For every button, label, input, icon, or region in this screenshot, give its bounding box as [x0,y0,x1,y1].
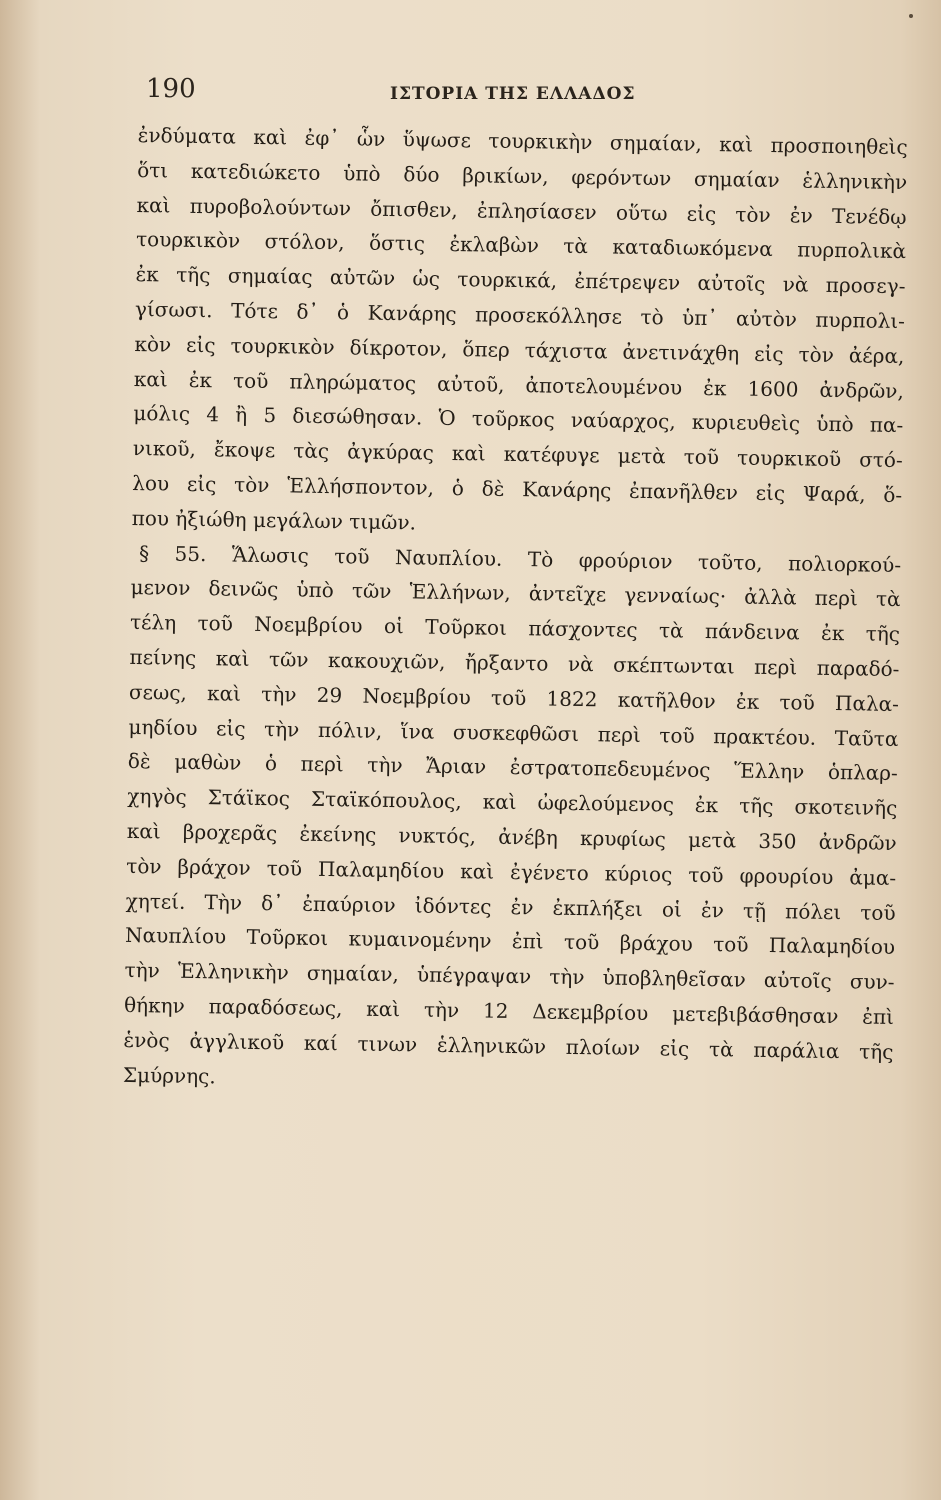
text-line: πείνης καὶ τῶν κακουχιῶν, ἤρξαντο νὰ σκέπτωνται περὶ παραδό- [129,644,900,681]
running-title: ΙΣΤΟΡΙΑ ΤΗΣ ΕΛΛΑΔΟΣ [390,84,636,104]
text-line: δὲ μαθὼν ὁ περὶ τὴν Ἄριαν ἐστρατοπεδευμένος Ἕλλην ὁπλαρ- [127,749,898,786]
ink-speck [909,14,913,18]
text-line: ἑνὸς ἀγγλικοῦ καί τινων ἑλληνικῶν πλοίων εἰς τὰ παράλια τῆς [123,1027,894,1064]
text-line: μηδίου εἰς τὴν πόλιν, ἵνα συσκεφθῶσι περὶ τοῦ πρακτέου. Ταῦτα [128,714,899,751]
page-number: 190 [146,74,196,104]
text-line: χητεί. Τὴν δ᾽ ἐπαύριον ἰδόντες ἐν ἐκπλήξει οἱ ἐν τῇ πόλει τοῦ [125,888,896,925]
text-line: τὴν Ἑλληνικὴν σημαίαν, ὑπέγραψαν τὴν ὑποβληθεῖσαν αὐτοῖς συν- [124,958,895,995]
page-header [140,70,900,110]
text-line: χηγὸς Στάϊκος Σταϊκόπουλος, καὶ ὠφελούμενος ἐκ τῆς σκοτεινῆς [127,784,898,821]
text-line: που ἠξιώθη μεγάλων τιμῶν. [131,505,417,535]
text-line: καὶ βροχερᾶς ἐκείνης νυκτός, ἀνέβη κρυφίως μετὰ 350 ἀνδρῶν [126,818,897,855]
text-line: θήκην παραδόσεως, καὶ τὴν 12 Δεκεμβρίου μετεβιβάσθησαν ἐπὶ [123,992,895,1029]
text-line: καὶ ἐκ τοῦ πληρώματος αὐτοῦ, ἀποτελουμένου ἐκ 1600 ἀνδρῶν, [133,366,905,403]
text-line: κὸν εἰς τουρκικὸν δίκροτον, ὅπερ τάχιστα ἀνετινάχθη εἰς τὸν ἀέρα, [134,331,905,368]
text-line: σεως, καὶ τὴν 29 Νοεμβρίου τοῦ 1822 κατῆλθον ἐκ τοῦ Παλα- [128,679,900,716]
text-line: Σμύρνης. [122,1062,216,1088]
text-line: ἐνδύματα καὶ ἐφ᾽ ὧν ὕψωσε τουρκικὴν σημαίαν, καὶ προσποιηθεὶς [137,122,908,160]
text-line: ὅτι κατεδιώκετο ὑπὸ δύο βρικίων, φερόντων σημαίαν ἑλληνικὴν [136,157,908,194]
text-line: τουρκικὸν στόλον, ὅστις ἐκλαβὼν τὰ καταδιωκόμενα πυρπολικὰ [135,227,907,264]
text-line: καὶ πυροβολούντων ὄπισθεν, ἐπλησίασεν οὕτω εἰς τὸν ἐν Τενέδῳ [136,192,907,229]
text-line: τέλη τοῦ Νοεμβρίου οἱ Τοῦρκοι πάσχοντες τὰ πάνδεινα ἐκ τῆς [129,610,901,647]
text-line: μενον δεινῶς ὑπὸ τῶν Ἑλλήνων, ἀντεῖχε γενναίως· ἀλλὰ περὶ τὰ [130,575,901,612]
text-line: τὸν βράχον τοῦ Παλαμηδίου καὶ ἐγένετο κύριος τοῦ φρουρίου ἀμα- [126,853,897,890]
text-line: νικοῦ, ἔκοψε τὰς ἀγκύρας καὶ κατέφυγε μετὰ τοῦ τουρκικοῦ στό- [132,436,903,473]
text-line: γίσωσι. Τότε δ᾽ ὁ Κανάρης προσεκόλλησε τὸ ὑπ᾽ αὐτὸν πυρπολι- [134,296,906,334]
section-heading-line: § 55. Ἅλωσις τοῦ Ναυπλίου. Τὸ φρούριον τοῦτο, πολιορκού- [138,540,902,577]
text-line: μόλις 4 ἢ 5 διεσώθησαν. Ὁ τοῦρκος ναύαρχος, κυριευθεὶς ὑπὸ πα- [133,401,904,438]
body-text [123,118,908,1104]
text-line: ἐκ τῆς σημαίας αὐτῶν ὡς τουρκικά, ἐπέτρεψεν αὐτοῖς νὰ προσεγ- [135,262,906,299]
text-line: Ναυπλίου Τοῦρκοι κυμαινομένην ἐπὶ τοῦ βράχου τοῦ Παλαμηδίου [124,923,896,960]
text-line: λου εἰς τὸν Ἑλλήσποντον, ὁ δὲ Κανάρης ἐπανῆλθεν εἰς Ψαρά, ὅ- [132,470,903,508]
